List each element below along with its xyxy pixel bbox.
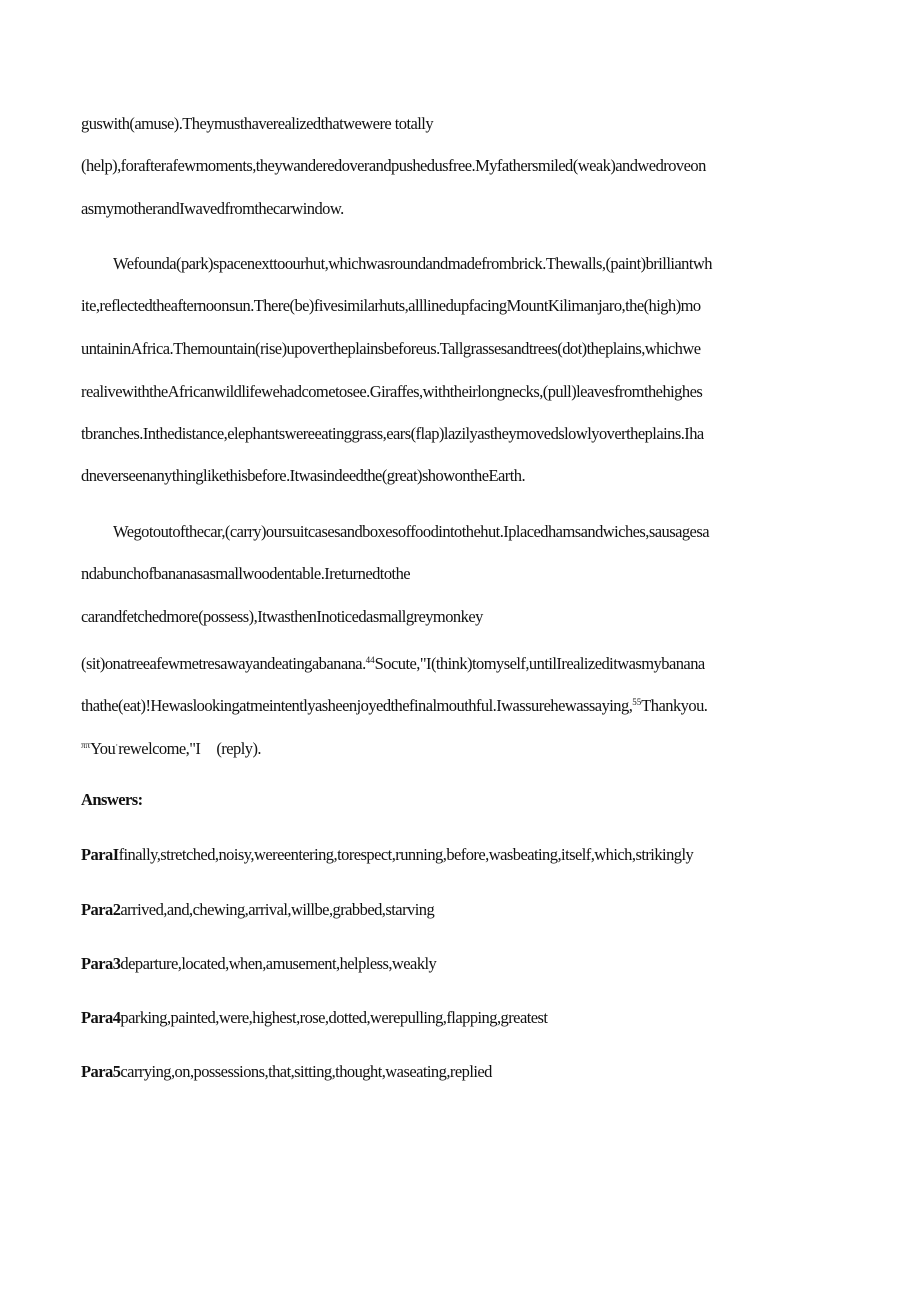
answer-text: carrying,on,possessions,that,sitting,thought,waseating,replied: [120, 1062, 492, 1081]
passage-line: guswith(amuse).Theymusthaverealizedthatwewere totally: [81, 114, 434, 133]
passage-text: Thankyou.: [641, 696, 708, 715]
passage-line: ite,reflectedtheafternoonsun.There(be)fivesimilarhuts,alllinedupfacingMountKilimanjaro,the(high)mo: [81, 296, 701, 315]
passage-line: dneverseenanythinglikethisbefore.Itwasindeedthe(great)showontheEarth.: [81, 466, 526, 485]
passage-line: Wefounda(park)spacenexttoourhut,whichwasroundandmadefrombrick.Thewalls,(paint)brilliantwh: [113, 254, 712, 273]
passage-line: carandfetchedmore(possess),ItwasthenInoticedasmallgreymonkey: [81, 607, 483, 626]
passage-line: asmymotherandIwavedfromthecarwindow.: [81, 199, 344, 218]
passage-text: (sit)onatreeafewmetresawayandeatingabanana.: [81, 654, 366, 673]
answer-row: [81, 954, 436, 974]
passage-text: thathe(eat)!Hewaslookingatmeintentlyasheenjoyedthefinalmouthful.Iwassurehewassaying,: [81, 696, 633, 715]
apostrophe-mark: ·: [115, 740, 119, 750]
passage-line: [81, 692, 707, 716]
passage-line: (help),forafterafewmoments,theywanderedoverandpushedusfree.Myfathersmiled(weak)andwedroveon: [81, 156, 706, 175]
passage-line: [81, 735, 261, 759]
quote-mark: 44: [365, 655, 375, 665]
answer-row: [81, 900, 434, 920]
answer-text: arrived,and,chewing,arrival,willbe,grabbed,starving: [120, 900, 435, 919]
quote-mark: ππ: [81, 740, 91, 750]
passage-text: Socute,"I(think)tomyself,untilIrealizeditwasmybanana: [374, 654, 705, 673]
passage-line: realivewiththeAfricanwildlifewehadcometosee.Giraffes,withtheirlongnecks,(pull)leavesfromthehighes: [81, 382, 703, 401]
answer-text: departure,located,when,amusement,helpless,weakly: [120, 954, 437, 973]
answer-row: [81, 1062, 492, 1082]
answer-label: Para4: [81, 1008, 121, 1027]
passage-line: Wegotoutofthecar,(carry)oursuitcasesandboxesoffoodintothehut.Iplacedhamsandwiches,sausagesa: [113, 522, 709, 541]
answers-heading: Answers:: [81, 790, 143, 809]
quote-mark: 55: [632, 697, 642, 707]
answer-label: ParaI: [81, 845, 119, 864]
passage-line: tbranches.Inthedistance,elephantswereeatinggrass,ears(flap)lazilyastheymovedslowlyovertheplains.Iha: [81, 424, 704, 443]
passage-line: ndabunchofbananasasmallwoodentable.Ireturnedtothe: [81, 564, 411, 583]
answer-label: Para3: [81, 954, 121, 973]
answer-row: [81, 1008, 547, 1028]
passage-line: [81, 650, 705, 674]
answer-label: Para2: [81, 900, 121, 919]
passage-text: (reply).: [216, 739, 261, 758]
passage-text: You: [90, 739, 116, 758]
answer-label: Para5: [81, 1062, 121, 1081]
answer-text: finally,stretched,noisy,wereentering,torespect,running,before,wasbeating,itself,which,strikingly: [118, 845, 694, 864]
answer-row: [81, 845, 693, 865]
passage-text: rewelcome,"I: [118, 739, 201, 758]
answer-text: parking,painted,were,highest,rose,dotted,werepulling,flapping,greatest: [120, 1008, 548, 1027]
passage-line: untaininAfrica.Themountain(rise)upovertheplainsbeforeus.Tallgrassesandtrees(dot)theplains,whichwe: [81, 339, 701, 358]
